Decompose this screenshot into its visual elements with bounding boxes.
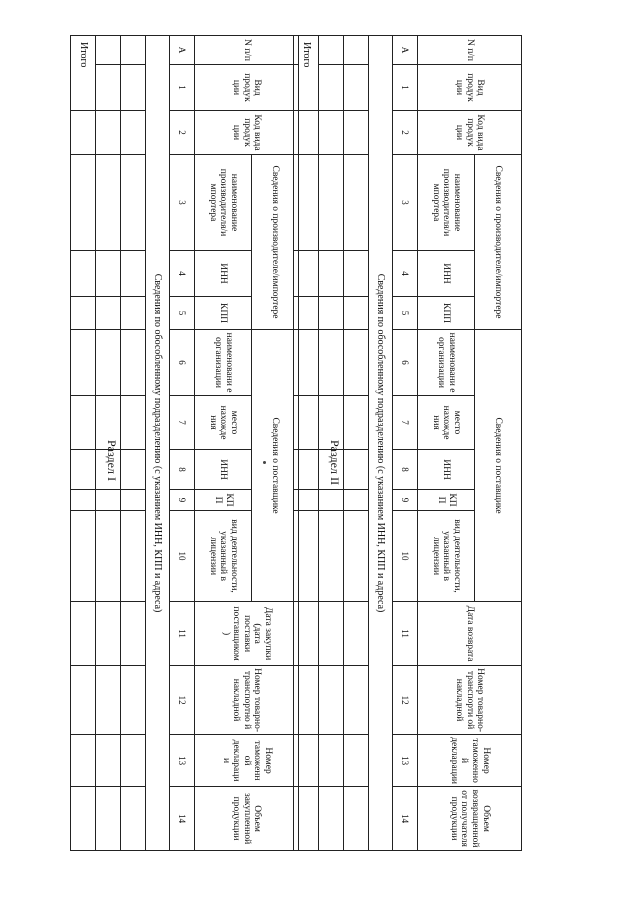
- column-number: 13: [393, 735, 418, 787]
- total-row: [71, 36, 96, 851]
- column-number: 13: [170, 735, 195, 787]
- column-number: 5: [170, 297, 195, 330]
- column-number: А: [393, 36, 418, 65]
- column-number: 4: [393, 251, 418, 297]
- header-producer-inn: ИНН: [195, 251, 252, 297]
- header-n: N п/п: [418, 36, 522, 65]
- table-row: [121, 36, 146, 851]
- header-supplier-kpp: КПП: [195, 490, 252, 511]
- column-number: 5: [393, 297, 418, 330]
- column-number: 10: [393, 511, 418, 602]
- header-volume: Объем закупленной продукции: [195, 787, 299, 851]
- section-1-table: [70, 35, 299, 851]
- column-numbers-row: [393, 36, 418, 851]
- header-supplier-kpp: КПП: [418, 490, 475, 511]
- column-number: 6: [170, 330, 195, 396]
- subdivision-note: Сведения по обособленному подразделению (с указанием ИНН, КПП и адреса): [146, 36, 170, 851]
- column-number: 2: [170, 111, 195, 155]
- header-producer-name: наименование производителя/и мпортера: [418, 155, 475, 251]
- column-number: 4: [170, 251, 195, 297]
- section-title-2: Раздел II: [328, 440, 342, 485]
- column-number: 14: [393, 787, 418, 851]
- header-supplier-activity: вид деятельности, указанный в лицензии: [418, 511, 475, 602]
- header-producer-kpp: КПП: [418, 297, 475, 330]
- header-supplier-group: Сведения о поставщике: [252, 330, 299, 602]
- subdivision-row: [369, 36, 393, 851]
- subdivision-note: Сведения по обособленному подразделению (с указанием ИНН, КПП и адреса): [369, 36, 393, 851]
- column-number: 1: [170, 65, 195, 111]
- column-number: 2: [393, 111, 418, 155]
- column-number: 10: [170, 511, 195, 602]
- total-label: Итого: [294, 36, 319, 111]
- header-product-type: Вид продук ции: [418, 65, 522, 111]
- header-product-type: Вид продук ции: [195, 65, 299, 111]
- table-row: [319, 36, 344, 851]
- header-purchase-date: Дата закупки (дата поставки поставщиком ): [195, 602, 299, 666]
- header-customs-number: Номер таможенно й декларации: [418, 735, 522, 787]
- header-supplier-location: место нахожде ния: [195, 396, 252, 450]
- column-number: 14: [170, 787, 195, 851]
- column-number: 3: [170, 155, 195, 251]
- column-number: 11: [393, 602, 418, 666]
- header-producer-kpp: КПП: [195, 297, 252, 330]
- section-1-form: [70, 35, 299, 850]
- header-producer-inn: ИНН: [418, 251, 475, 297]
- section-2-form: [293, 35, 522, 850]
- header-volume: Объем возвращенной от получателя продукции: [418, 787, 522, 851]
- header-waybill-number: Номер товарно-транспорти ой накладной: [418, 666, 522, 735]
- header-supplier-location: место нахожде ния: [418, 396, 475, 450]
- header-product-code: Код вида продук ции: [418, 111, 522, 155]
- section-2-table: [293, 35, 522, 851]
- total-row: [294, 36, 319, 851]
- header-supplier-inn: ИНН: [195, 450, 252, 490]
- column-number: 1: [393, 65, 418, 111]
- header-supplier-group: Сведения о поставщике: [475, 330, 522, 602]
- column-number: 7: [170, 396, 195, 450]
- header-n: N п/п: [195, 36, 299, 65]
- table-row: [96, 36, 121, 851]
- header-waybill-number: Номер товарно-транспортно й накладной: [195, 666, 299, 735]
- column-number: А: [170, 36, 195, 65]
- header-supplier-name: наименовани е организации: [418, 330, 475, 396]
- column-number: 7: [393, 396, 418, 450]
- header-return-date: Дата возврата: [418, 602, 522, 666]
- table-row: [344, 36, 369, 851]
- column-number: 3: [393, 155, 418, 251]
- header-supplier-activity: вид деятельности, указанный в лицензии: [195, 511, 252, 602]
- subdivision-row: [146, 36, 170, 851]
- column-number: 9: [170, 490, 195, 511]
- total-label: Итого: [71, 36, 96, 111]
- header-customs-number: Номер таможенн ой деклараци и: [195, 735, 299, 787]
- header-product-code: Код вида продук ции: [195, 111, 299, 155]
- column-number: 11: [170, 602, 195, 666]
- column-number: 9: [393, 490, 418, 511]
- column-number: 8: [393, 450, 418, 490]
- column-number: 8: [170, 450, 195, 490]
- header-producer-group: Сведения о производителе/импортере: [252, 155, 299, 330]
- column-number: 6: [393, 330, 418, 396]
- header-producer-group: Сведения о производителе/импортере: [475, 155, 522, 330]
- header-supplier-name: наименовани е организации: [195, 330, 252, 396]
- column-number: 12: [170, 666, 195, 735]
- column-numbers-row: [170, 36, 195, 851]
- column-number: 12: [393, 666, 418, 735]
- header-supplier-inn: ИНН: [418, 450, 475, 490]
- header-producer-name: наименование производителя/и мпортера: [195, 155, 252, 251]
- section-title-1: Раздел I: [105, 440, 119, 481]
